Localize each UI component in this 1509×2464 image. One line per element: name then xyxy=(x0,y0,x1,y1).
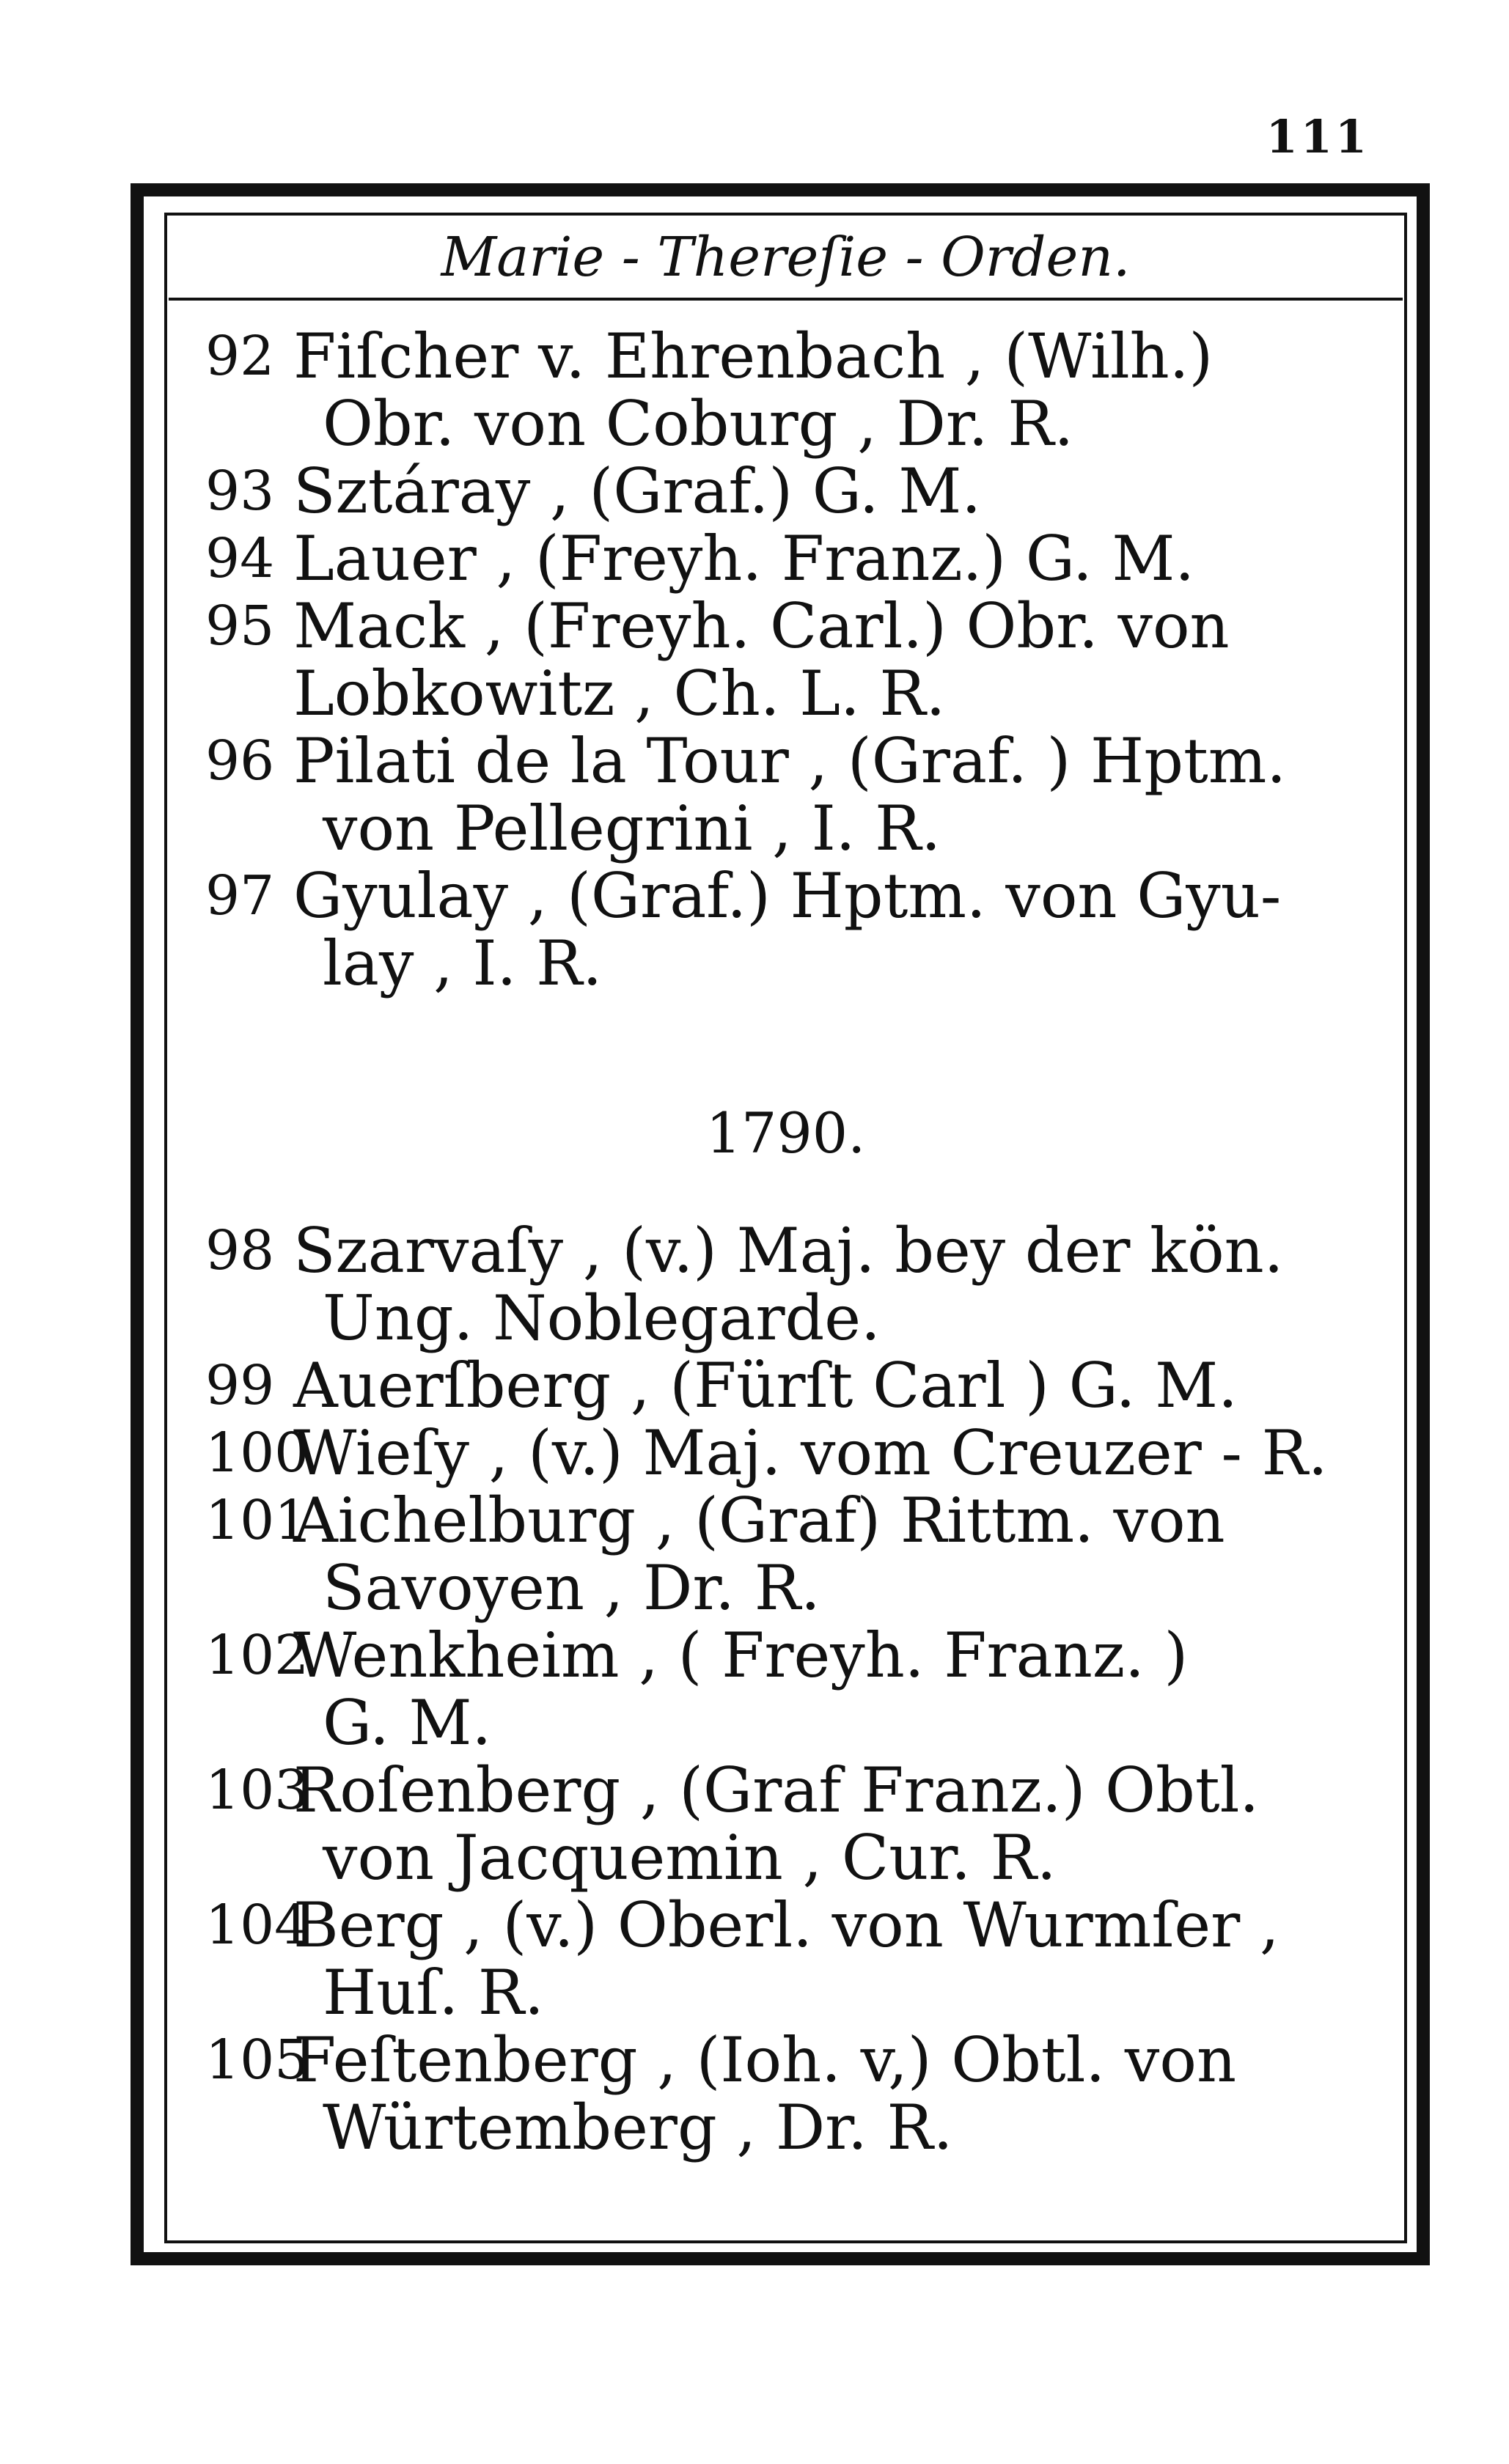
entry-line1: Lauer , (Freyh. Franz.) G. M. xyxy=(293,523,1195,595)
entry-text xyxy=(293,320,1384,460)
entry-line2: Ung. Noblegarde. xyxy=(323,1282,881,1354)
year-heading: 1790. xyxy=(705,1100,866,1166)
entry-number: 98 xyxy=(205,1219,275,1282)
entries-list-1790 xyxy=(169,1217,1403,2161)
entry-92 xyxy=(169,320,1384,460)
entry-line1: Gyulay , (Graf.) Hptm. von Gyu- xyxy=(293,860,1282,932)
entry-text xyxy=(293,592,1384,727)
entry-97 xyxy=(169,862,1384,997)
entry-99 xyxy=(169,1350,1384,1422)
entry-line2: Obr. von Coburg , Dr. R. xyxy=(323,388,1074,460)
entry-text xyxy=(293,1889,1384,2029)
entry-95 xyxy=(169,592,1384,727)
entry-number: 96 xyxy=(205,729,275,792)
entry-text xyxy=(293,1419,1384,1487)
entry-line1: Wieſy , (v.) Maj. vom Creuzer - R. xyxy=(293,1417,1328,1489)
entry-number: 92 xyxy=(205,325,275,388)
entry-text xyxy=(293,1350,1384,1422)
entry-text xyxy=(293,1487,1384,1622)
entry-93 xyxy=(169,457,1384,525)
entries-list-1789 xyxy=(169,320,1403,999)
entry-104 xyxy=(169,1889,1384,2029)
entry-line1: Aichelburg , (Graf) Rittm. von xyxy=(293,1485,1225,1556)
entry-number: 102 xyxy=(205,1624,309,1687)
entry-number: 93 xyxy=(205,460,275,523)
entry-text xyxy=(293,457,1384,525)
entry-line2: lay , I. R. xyxy=(323,927,603,999)
entry-text xyxy=(293,1217,1384,1352)
entry-98 xyxy=(169,1217,1384,1352)
entry-number: 103 xyxy=(205,1759,309,1822)
page-number: 111 xyxy=(1266,110,1370,163)
entry-line1: Szarvaſy , (v.) Maj. bey der kön. xyxy=(293,1215,1284,1287)
entry-line1: Fiſcher v. Ehrenbach , (Wilh.) xyxy=(293,320,1214,392)
entry-number: 101 xyxy=(205,1489,309,1552)
entry-line2: Lobkowitz , Ch. L. R. xyxy=(293,658,946,729)
entry-103 xyxy=(169,1754,1384,1894)
entry-number: 105 xyxy=(205,2029,309,2092)
entry-text xyxy=(293,2026,1384,2161)
entry-94 xyxy=(169,523,1384,595)
entry-line1: Sztáray , (Graf.) G. M. xyxy=(293,455,982,527)
entry-line1: Roſenberg , (Graf Franz.) Obtl. xyxy=(293,1754,1260,1826)
entry-number: 99 xyxy=(205,1354,275,1417)
entry-line1: Pilati de la Tour , (Graf. ) Hptm. xyxy=(293,725,1287,797)
entry-line1: Auerſberg , (Fürſt Carl ) G. M. xyxy=(293,1350,1238,1422)
entry-text xyxy=(293,862,1384,997)
entry-number: 104 xyxy=(205,1894,309,1957)
entry-text xyxy=(293,1754,1384,1894)
page-title: Marie - Thereſie - Orden. xyxy=(169,220,1403,301)
entry-line2: von Pellegrini , I. R. xyxy=(323,792,941,864)
entry-line2: Huſ. R. xyxy=(323,1957,544,2029)
entry-100 xyxy=(169,1419,1384,1487)
entry-line1: Wenkheim , ( Freyh. Franz. ) xyxy=(293,1619,1189,1691)
entry-number: 100 xyxy=(205,1422,309,1485)
entry-102 xyxy=(169,1619,1384,1759)
entry-line1: Feſtenberg , (Ioh. v,) Obtl. von xyxy=(293,2024,1237,2096)
entry-line1: Berg , (v.) Oberl. von Wurmſer , xyxy=(293,1889,1279,1961)
entry-line2: Würtemberg , Dr. R. xyxy=(323,2092,953,2163)
entry-101 xyxy=(169,1487,1384,1622)
entry-text xyxy=(293,523,1384,595)
entry-line2: von Jacquemin , Cur. R. xyxy=(323,1822,1057,1894)
entry-number: 95 xyxy=(205,595,275,658)
entry-96 xyxy=(169,727,1384,862)
entry-text xyxy=(293,1619,1384,1759)
entry-line2: Savoyen , Dr. R. xyxy=(323,1552,820,1624)
entry-text xyxy=(293,727,1384,862)
entry-105 xyxy=(169,2026,1384,2161)
entry-line2: G. M. xyxy=(323,1687,492,1759)
entry-number: 94 xyxy=(205,527,275,590)
entry-number: 97 xyxy=(205,864,275,927)
entry-line1: Mack , (Freyh. Carl.) Obr. von xyxy=(293,590,1230,662)
